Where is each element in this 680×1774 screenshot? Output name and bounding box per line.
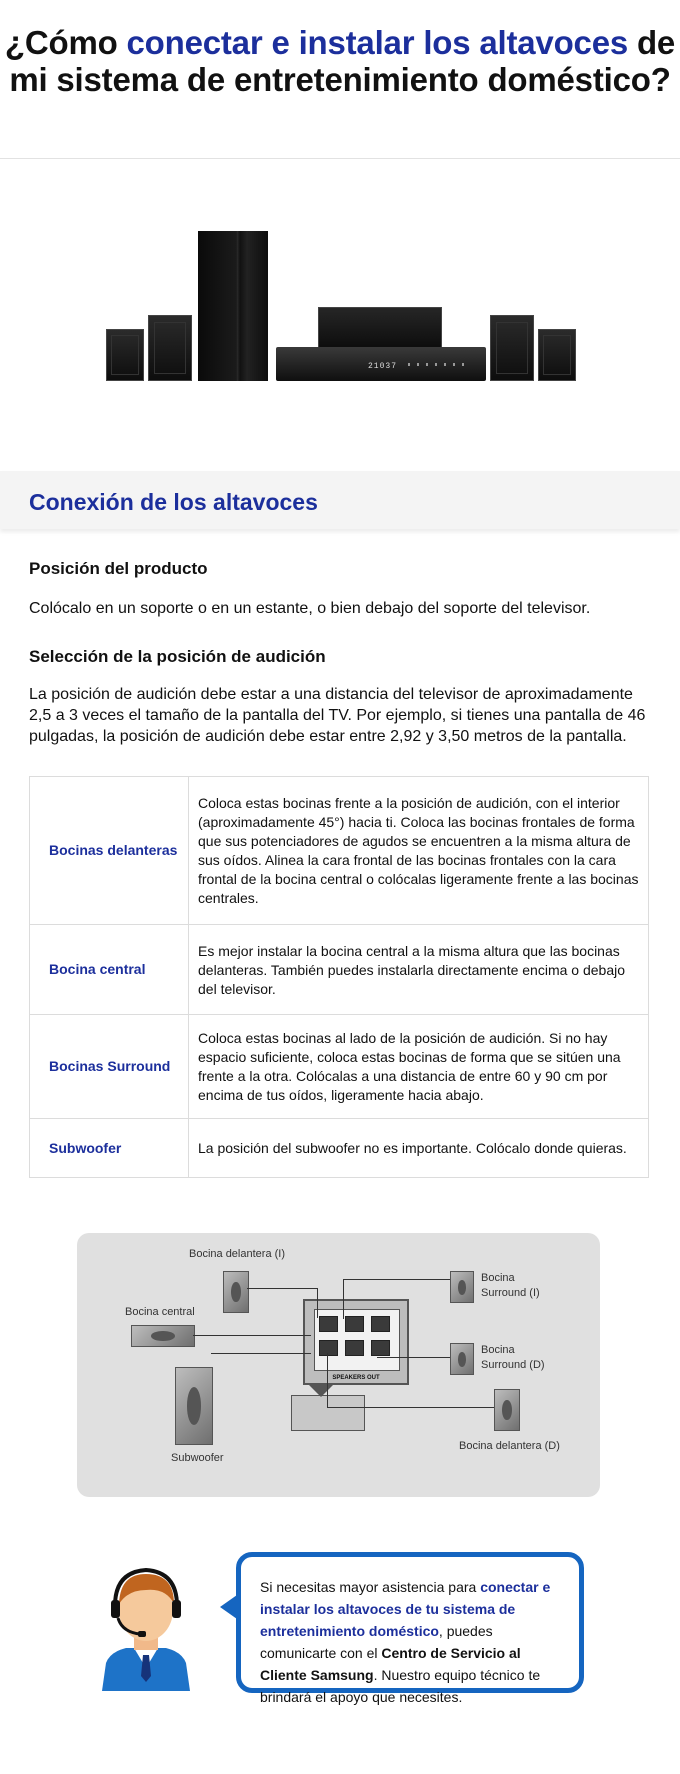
player-image (276, 347, 486, 381)
surround-left-speaker-icon (450, 1271, 474, 1303)
service-center-name: Centro de Servicio al Cliente Samsung (260, 1645, 521, 1683)
wiring-diagram (77, 1233, 600, 1497)
terminal (319, 1316, 338, 1332)
center-speaker-icon (131, 1325, 195, 1347)
listening-text: La posición de audición debe estar a una distancia del televisor de aproximadamente 2,5 a 3 veces el tamaño de la pantalla del TV. Por ejemplo, si tienes una pantalla de 46 pulgadas, la posición de audición debe estar entre 2,92 y 3,50 metros de la pantalla. (29, 686, 646, 745)
front-left-label: Bocina delantera (I) (189, 1248, 285, 1260)
row-label: Bocina central (30, 925, 189, 1015)
surround-speaker-left-image (148, 315, 192, 381)
panel-label: SPEAKERS OUT (332, 1375, 380, 1381)
product-image (0, 159, 680, 471)
terminal (345, 1316, 364, 1332)
surround-speaker-right-image (490, 315, 534, 381)
player-buttons (408, 363, 468, 366)
center-speaker-image (318, 307, 442, 349)
surround-right-label: Bocina Surround (D) (481, 1344, 545, 1371)
front-right-speaker-icon (494, 1389, 520, 1431)
row-text: Coloca estas bocinas al lado de la posición de audición. Si no hay espacio suficiente, coloca estas bocinas de forma que se sitúen una frente a la otra. Colócalas a una distancia de entre 60 y 90 cm por encima de tus oídos, ligeramente hacia abajo. (189, 1015, 649, 1119)
front-left-speaker-icon (223, 1271, 249, 1313)
row-text: La posición del subwoofer no es importante. Colócalo donde quieras. (189, 1119, 649, 1178)
support-highlight: conectar e instalar los altavoces de tu sistema de entretenimiento doméstico (260, 1579, 551, 1639)
table-row (30, 1015, 649, 1119)
row-label: Subwoofer (30, 1119, 189, 1178)
speech-bubble-tail (220, 1595, 237, 1619)
terminal (371, 1340, 390, 1356)
headset-agent-icon (96, 1558, 196, 1691)
support-speech-bubble (236, 1552, 584, 1705)
subwoofer-icon (175, 1367, 213, 1445)
callout-pointer (307, 1383, 335, 1397)
terminal (371, 1316, 390, 1332)
page-header (0, 0, 680, 159)
row-text: Coloca estas bocinas frente a la posición de audición, con el interior (aproximadamente 45°) hacia ti. Coloca las bocinas frontales de forma que sus potenciadores de agudos se encuentren a la misma altura de sus oídos. Alinea la cara frontal de las bocinas frontales con la cara frontal de la bocina central o colócalas ligeramente frente a las bocinas centrales. (189, 777, 649, 925)
speaker-table (29, 776, 649, 1178)
position-text: Colócalo en un soporte o en un estante, o bien debajo del soporte del televisor. (29, 600, 591, 617)
row-label: Bocinas Surround (30, 1015, 189, 1119)
subwoofer-label: Subwoofer (171, 1452, 224, 1464)
section-header (0, 471, 680, 529)
listening-heading: Selección de la posición de audición (29, 647, 326, 666)
front-right-label: Bocina delantera (D) (459, 1440, 560, 1452)
front-speaker-left-image (106, 329, 144, 381)
position-heading: Posición del producto (29, 559, 208, 578)
title-highlight: conectar e instalar los altavoces (126, 24, 628, 61)
center-label: Bocina central (125, 1306, 195, 1318)
surround-right-speaker-icon (450, 1343, 474, 1375)
row-label: Bocinas delanteras (30, 777, 189, 925)
front-speaker-right-image (538, 329, 576, 381)
receiver-back-icon (291, 1395, 365, 1431)
terminal (319, 1340, 338, 1356)
support-agent-illustration (96, 1558, 196, 1691)
speaker-terminal-panel (303, 1299, 409, 1385)
page-title: ¿Cómo conectar e instalar los altavoces de mi sistema de entretenimiento doméstico? (4, 24, 676, 98)
table-row (30, 777, 649, 925)
surround-left-label: Bocina Surround (I) (481, 1272, 540, 1299)
support-text: Si necesitas mayor asistencia para conectar e instalar los altavoces de tu sistema de entretenimiento doméstico, puedes comunicarte con el Centro de Servicio al Cliente Samsung. Nuestro equipo técnico te brindará el apoyo que necesites. (260, 1579, 551, 1705)
terminal (345, 1340, 364, 1356)
player-display: 21037 (368, 362, 398, 371)
section-title: Conexión de los altavoces (29, 489, 318, 515)
content (0, 529, 680, 747)
table-row (30, 1119, 649, 1178)
row-text: Es mejor instalar la bocina central a la misma altura que las bocinas delanteras. También puedes instalarla directamente encima o debajo del televisor. (189, 925, 649, 1015)
subwoofer-image (198, 231, 268, 381)
table-row (30, 925, 649, 1015)
